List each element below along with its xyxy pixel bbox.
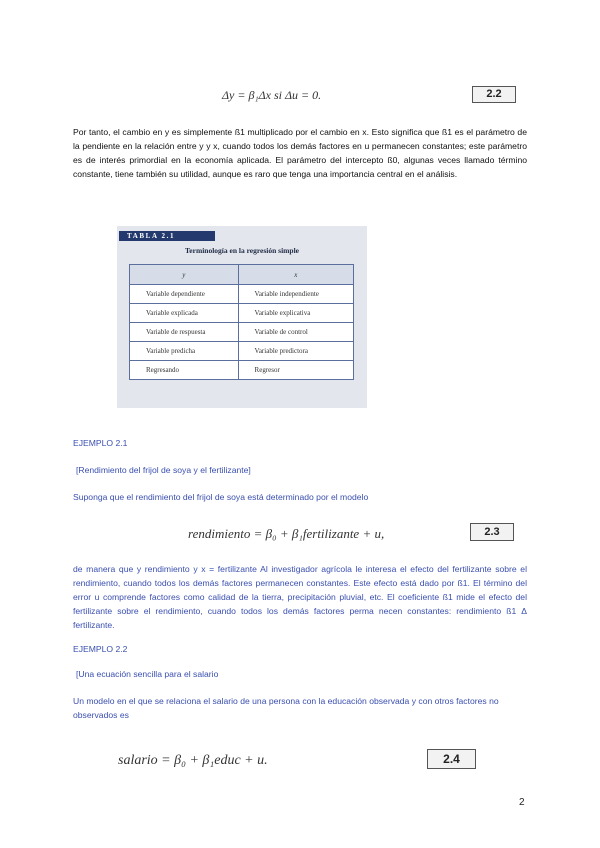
page-number: 2	[519, 797, 525, 808]
table-row	[130, 342, 354, 361]
table-header-row	[130, 265, 354, 285]
example-2-2-intro: Un modelo en el que se relaciona el salario de una persona con la educación observada y con otros factores no observados es	[73, 696, 499, 720]
table-cell: Regresor	[238, 361, 353, 380]
table-row	[130, 304, 354, 323]
table-cell: Variable de control	[238, 323, 353, 342]
table-header-x: x	[238, 265, 353, 285]
example-2-2-heading: EJEMPLO 2.2	[73, 644, 128, 654]
terminology-table	[129, 264, 354, 380]
example-2-1-intro: Suponga que el rendimiento del frijol de soya está determinado por el modelo	[73, 492, 369, 502]
table-cell: Variable dependiente	[130, 285, 239, 304]
example-2-1-body: de manera que y rendimiento y x = fertilizante Al investigador agrícola le interesa el efecto del fertilizante sobre el rendimiento, cuando todos los demás factores permanecen constantes. Este efecto está dado por ß1. El término del error u comprende factores como calidad de la tierra, precipitación pluvial, etc. El coeficiente ß1 mide el efecto del fertilizante sobre el rendimiento, cuando todos los demás factores perma necen constantes: rendimiento ß1 Δ fertilizante.	[73, 564, 527, 630]
equation-2-3: rendimiento = β₀ + β₁fertilizante + u,	[188, 526, 385, 541]
equation-number-2-4: 2.4	[427, 749, 476, 769]
equation-2-4: salario = β₀ + β₁educ + u.	[118, 753, 268, 768]
equation-number-2-2: 2.2	[472, 86, 516, 103]
equation-number-2-3: 2.3	[470, 523, 514, 541]
table-header-y: y	[130, 265, 239, 285]
example-2-2-title: [Una ecuación sencilla para el salario	[76, 669, 219, 679]
table-row	[130, 361, 354, 380]
table-cell: Variable independiente	[238, 285, 353, 304]
paragraph-slope-intercept: Por tanto, el cambio en y es simplemente ß1 multiplicado por el cambio en x. Esto significa que ß1 es el parámetro de la pendiente en la relación entre y y x, cuando todos los demás factores en u permanecen constantes; este parámetro es de interés primordial en la economía aplicada. El parámetro del intercepto ß0, algunas veces llamado término constante, tiene también su utilidad, aunque es raro que tenga una importancia central en el análisis.	[73, 127, 527, 179]
table-cell: Variable explicativa	[238, 304, 353, 323]
table-title: Terminología en la regresión simple	[184, 246, 300, 255]
equation-2-2: Δy = β₁Δx si Δu = 0.	[222, 88, 322, 102]
table-figure	[117, 226, 367, 408]
table-label: TABLA 2.1	[119, 231, 215, 241]
table-cell: Regresando	[130, 361, 239, 380]
table-cell: Variable predictora	[238, 342, 353, 361]
table-row	[130, 285, 354, 304]
table-cell: Variable de respuesta	[130, 323, 239, 342]
table-row	[130, 323, 354, 342]
table-cell: Variable explicada	[130, 304, 239, 323]
table-cell: Variable predicha	[130, 342, 239, 361]
example-2-1-heading: EJEMPLO 2.1	[73, 438, 128, 448]
example-2-1-title: [Rendimiento del frijol de soya y el fertilizante]	[76, 465, 251, 475]
